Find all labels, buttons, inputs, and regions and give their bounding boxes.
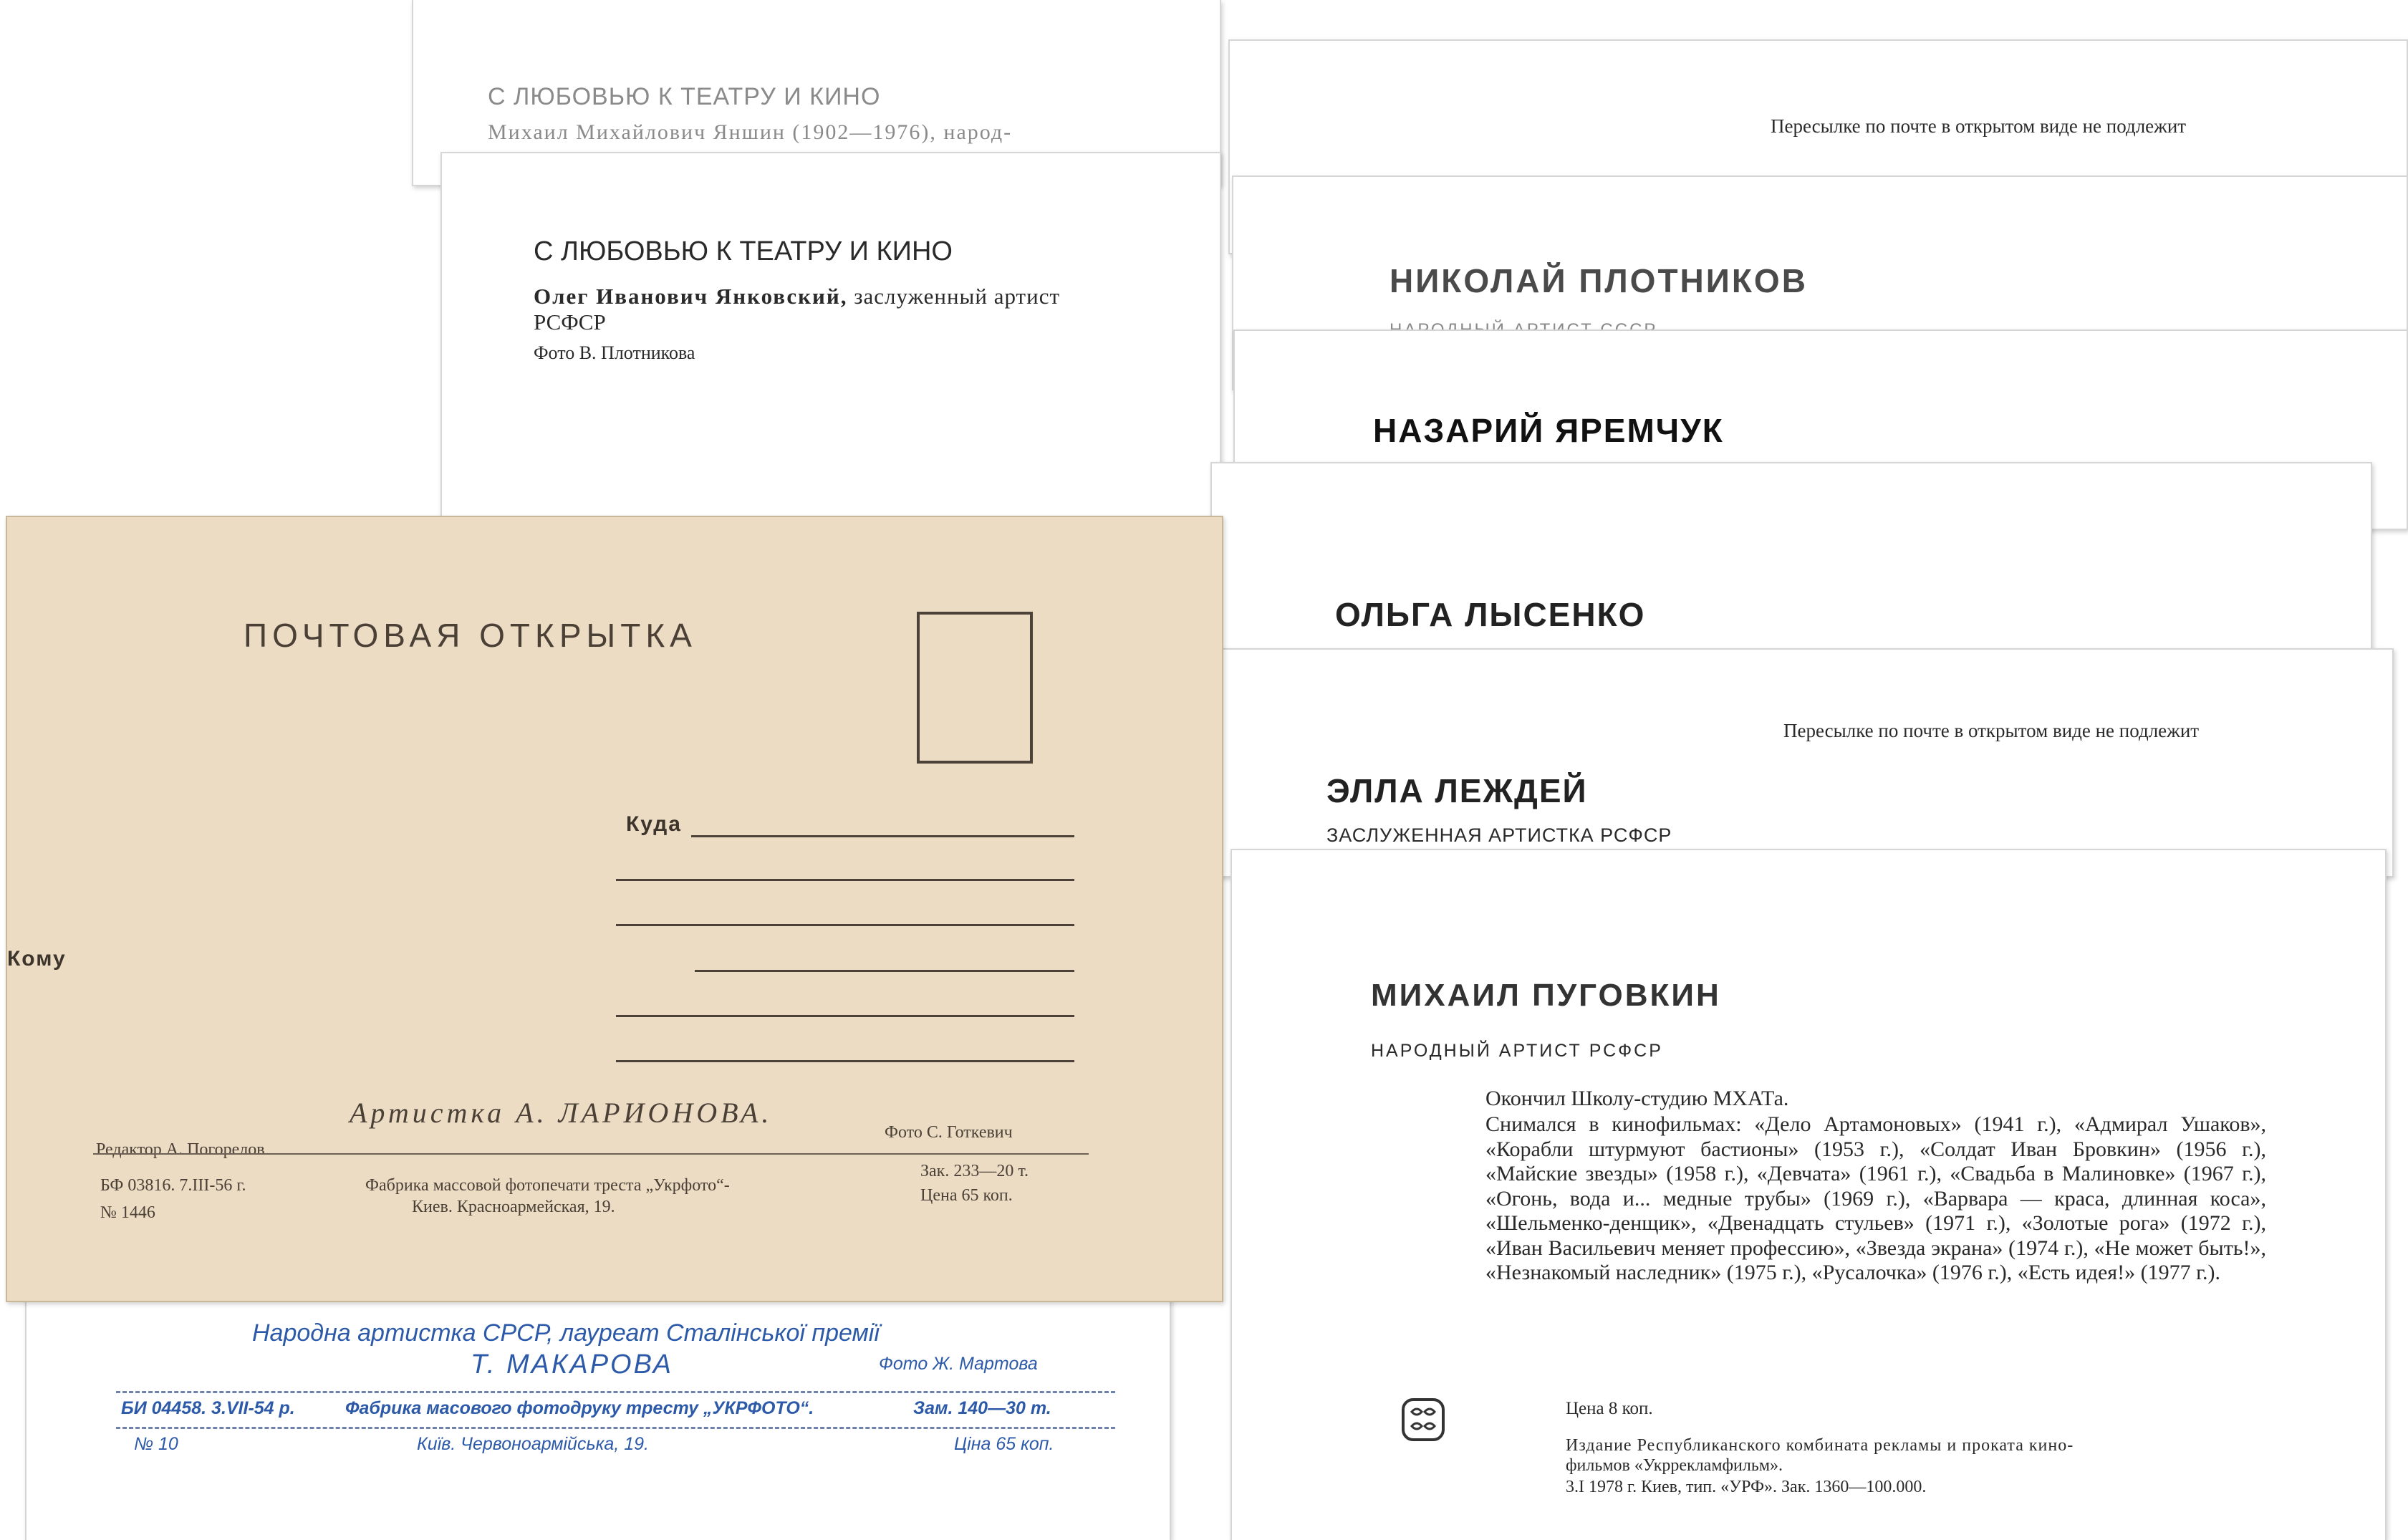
makarova-price: Ціна 65 коп.: [954, 1434, 1054, 1454]
lysenko-name: ОЛЬГА ЛЫСЕНКО: [1335, 596, 1646, 633]
yanshin-line: Михаил Михайлович Яншин (1902—1976), народ-: [488, 120, 1013, 144]
publisher-logo-icon: [1401, 1397, 1445, 1442]
to-where-label: Куда: [626, 812, 682, 836]
makarova-factory: Фабрика масового фотодруку тресту „УКРФОТО“.: [345, 1398, 814, 1418]
larionova-factory-2: Киев. Красноармейская, 19.: [412, 1198, 615, 1216]
makarova-photo: Фото Ж. Мартова: [879, 1354, 1038, 1374]
to-whom-label: Кому: [7, 947, 67, 971]
larionova-number: № 1446: [100, 1203, 155, 1222]
pugovkin-price: Цена 8 коп.: [1566, 1399, 1653, 1418]
larionova-artist: Артистка А. ЛАРИОНОВА.: [350, 1097, 773, 1129]
larionova-divider: [93, 1153, 1089, 1155]
makarova-code: БИ 04458. 3.VII-54 р.: [121, 1398, 295, 1418]
yanshin-heading: С ЛЮБОВЬЮ К ТЕАТРУ И КИНО: [488, 83, 881, 110]
yankovsky-title-rest: заслуженный артист: [854, 284, 1061, 309]
yankovsky-title-line: [534, 284, 1060, 309]
yankovsky-name: Олег Иванович Янковский,: [534, 284, 848, 309]
makarova-divider-2: [116, 1427, 1115, 1429]
postcard-larionova: [6, 516, 1223, 1302]
makarova-address: Київ. Червоноармійська, 19.: [417, 1434, 649, 1454]
postcard-lysenko: [1210, 462, 2372, 677]
address-line-2: [616, 879, 1074, 881]
pugovkin-publisher-1: Издание Республиканского комбината рекламы и проката кино-: [1566, 1436, 2074, 1455]
yankovsky-title-line2: РСФСР: [534, 309, 606, 335]
postcard-lezhdei: [1216, 648, 2394, 877]
lezhdei-notice: Пересылке по почте в открытом виде не подлежит: [1783, 720, 2200, 741]
pugovkin-publisher-2: фильмов «Укррекламфильм».: [1566, 1456, 1783, 1475]
pugovkin-imprint: 3.I 1978 г. Киев, тип. «УРФ». Зак. 1360—100.000.: [1566, 1478, 1927, 1496]
address-line-5: [616, 1015, 1074, 1017]
pugovkin-bio-first: Окончил Школу-студию МХАТа.: [1485, 1087, 1789, 1110]
plotnikov-name: НИКОЛАЙ ПЛОТНИКОВ: [1390, 262, 1808, 299]
larionova-factory-1: Фабрика массовой фотопечати треста „Укрфото“-: [365, 1176, 730, 1195]
larionova-editor: Редактор А. Погорелов: [96, 1140, 265, 1159]
makarova-number: № 10: [134, 1434, 178, 1454]
notice-text-top: Пересылке по почте в открытом виде не подлежит: [1771, 115, 2187, 137]
makarova-order: Зам. 140—30 т.: [913, 1398, 1051, 1418]
larionova-heading: ПОЧТОВАЯ ОТКРЫТКА: [244, 617, 697, 654]
larionova-photo: Фото С. Готкевич: [885, 1123, 1013, 1142]
address-line-4: [695, 970, 1074, 972]
lezhdei-title: ЗАСЛУЖЕННАЯ АРТИСТКА РСФСР: [1326, 824, 1672, 846]
stamp-box: [917, 612, 1033, 764]
pugovkin-bio: Снимался в кинофильмах: «Дело Артамоновых» (1941 г.), «Адмирал Ушаков», «Корабли штурмуют бастионы» (1953 г.), «Солдат Иван Бровкин» (1956 г.), «Майские звезды» (1958 г.), «Девчата» (1961 г.), «Свадьба в Малиновке» (1967 г.), «Огонь, вода и... медные трубы» (1969 г.), «Варвара — краса, длинная коса», «Шельменко-денщик», «Двенадцать стульев» (1971 г.), «Золотые рога» (1972 г.), «Иван Васильевич меняет профессию», «Звезда экрана» (1974 г.), «Не может быть!», «Незнакомый наследник» (1975 г.), «Русалочка» (1976 г.), «Есть идея!» (1977 г.).: [1485, 1112, 2266, 1284]
yaremchuk-name: НАЗАРИЙ ЯРЕМЧУК: [1373, 412, 1724, 449]
larionova-code: БФ 03816. 7.III-56 г.: [100, 1176, 246, 1195]
makarova-divider-1: [116, 1391, 1115, 1393]
larionova-price: Цена 65 коп.: [920, 1186, 1013, 1205]
yankovsky-heading: С ЛЮБОВЬЮ К ТЕАТРУ И КИНО: [534, 236, 953, 266]
address-line-3: [616, 924, 1074, 926]
address-line-6: [616, 1060, 1074, 1062]
lezhdei-name: ЭЛЛА ЛЕЖДЕЙ: [1326, 772, 1588, 809]
address-line-1: [691, 835, 1074, 837]
postcard-yankovsky: [440, 152, 1221, 524]
pugovkin-name: МИХАИЛ ПУГОВКИН: [1371, 978, 1721, 1013]
makarova-title: Народна артистка СРСР, лауреат Сталінської премії: [252, 1319, 880, 1347]
yankovsky-photo-credit: Фото В. Плотникова: [534, 342, 695, 363]
postcard-pugovkin: [1231, 849, 2387, 1540]
makarova-name: Т. МАКАРОВА: [471, 1349, 674, 1380]
larionova-order: Зак. 233—20 т.: [920, 1162, 1029, 1180]
pugovkin-title: НАРОДНЫЙ АРТИСТ РСФСР: [1371, 1041, 1663, 1061]
